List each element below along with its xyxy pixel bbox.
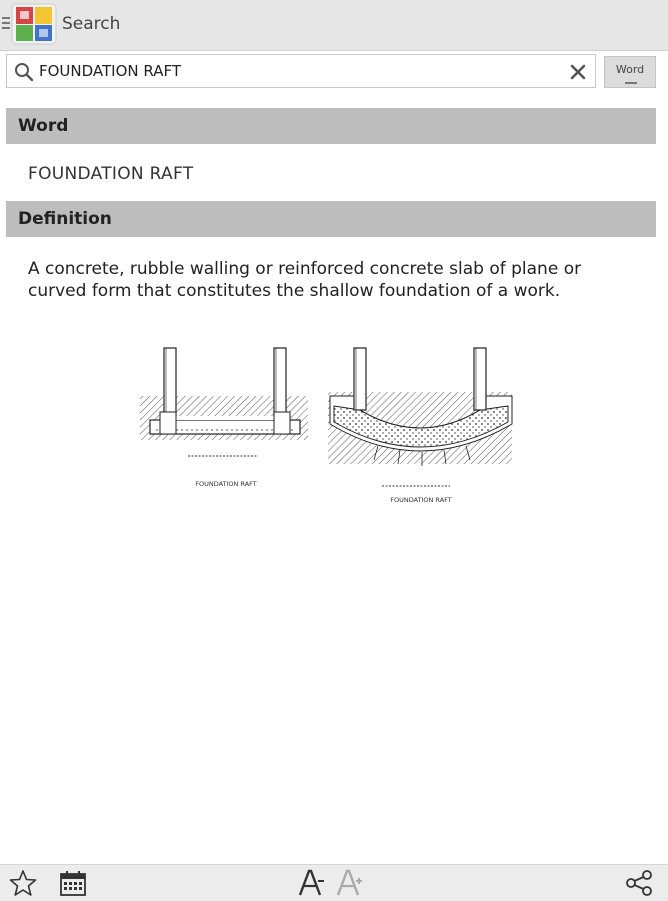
foundation-raft-diagram <box>138 344 518 510</box>
search-bar <box>6 54 596 88</box>
app-logo-icon[interactable] <box>10 2 58 46</box>
word-value: FOUNDATION RAFT <box>28 164 194 184</box>
definition-section-header: Definition <box>6 201 656 237</box>
search-mode-button[interactable] <box>604 56 656 88</box>
flat-raft-drawing <box>140 348 308 456</box>
curved-raft-drawing <box>328 348 512 486</box>
close-icon[interactable] <box>567 61 589 83</box>
bottom-toolbar <box>0 864 668 901</box>
app-title: Search <box>62 14 121 34</box>
app-bar <box>0 0 668 51</box>
word-section-header: Word <box>6 108 656 144</box>
font-decrease-icon[interactable] <box>296 869 326 897</box>
definition-text: A concrete, rubble walling or reinforced concrete slab of plane or curved form that constitutes the shallow foundation of a work. <box>28 259 582 301</box>
left-figure-caption: FOUNDATION RAFT <box>195 480 257 488</box>
calendar-icon[interactable] <box>58 869 88 897</box>
share-icon[interactable] <box>624 869 654 897</box>
dropdown-indicator <box>625 82 637 84</box>
right-figure-caption: FOUNDATION RAFT <box>390 496 452 504</box>
search-icon <box>13 61 35 83</box>
hamburger-menu-icon[interactable] <box>2 17 10 31</box>
star-icon[interactable] <box>8 869 38 897</box>
search-mode-label: Word <box>615 63 645 76</box>
search-input[interactable] <box>39 59 559 83</box>
font-increase-icon[interactable] <box>334 869 364 897</box>
